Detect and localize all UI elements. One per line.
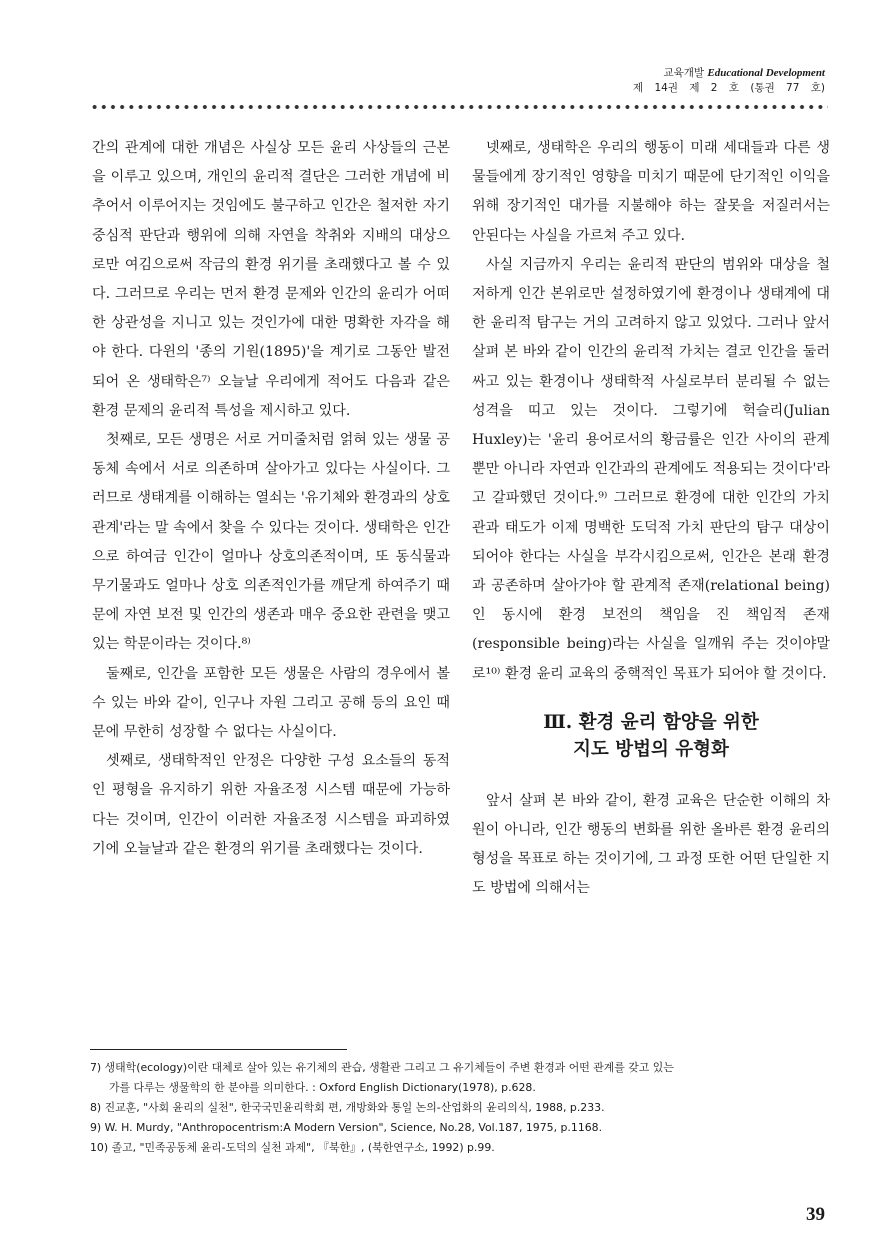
serial-number: (통권 77 호) bbox=[750, 82, 825, 94]
footnote-7-continued: 가를 다루는 생물학의 한 분야를 의미한다. : Oxford English Dictionary(1978), p.628. bbox=[109, 1081, 536, 1094]
journal-title-ko: 교육개발 bbox=[663, 67, 705, 79]
issue: 제 2 호 bbox=[689, 82, 739, 94]
section-heading bbox=[472, 709, 830, 763]
footnote-9: 9) W. H. Murdy, "Anthropocentrism:A Modern Version", Science, No.28, Vol.187, 1975, p.1168. bbox=[90, 1121, 603, 1134]
left-column bbox=[92, 134, 450, 864]
paragraph: 간의 관계에 대한 개념은 사실상 모든 윤리 사상들의 근본을 이루고 있으며, 개인의 윤리적 결단은 그러한 개념에 비추어서 이루어지는 것임에도 불구하고 인간은 철저한 자기중심적 판단과 행위에 의해 자연을 착취와 지배의 대상으로만 여김으로써 작금의 환경 위기를 초래했다고 볼 수 있다. 그러므로 우리는 먼저 환경 문제와 인간의 윤리가 어떠한 상관성을 지니고 있는 것인가에 대한 명확한 자각을 해야 한다. 다윈의 '종의 기원(1895)'을 계기로 그동안 발전되어 온 생태학은⁷⁾ 오늘날 우리에게 적어도 다음과 같은 환경 문제의 윤리적 특성을 제시하고 있다. bbox=[92, 140, 450, 419]
paragraph: 둘째로, 인간을 포함한 모든 생물은 사람의 경우에서 볼 수 있는 바와 같이, 인구나 자원 그리고 공해 등의 요인 때문에 무한히 성장할 수 없다는 사실이다. bbox=[92, 665, 450, 741]
volume: 제 14권 bbox=[632, 82, 678, 94]
journal-title-en: Educational Development bbox=[707, 67, 825, 79]
footnote-rule bbox=[90, 1049, 347, 1050]
right-column bbox=[472, 134, 830, 904]
running-header bbox=[633, 66, 825, 96]
paragraph: 첫째로, 모든 생명은 서로 거미줄처럼 얽혀 있는 생물 공동체 속에서 서로 의존하며 살아가고 있다는 사실이다. 그러므로 생태계를 이해하는 열쇠는 '유기체와 환경과의 상호 관계'라는 말 속에서 찾을 수 있다는 것이다. 생태학은 인간으로 하여금 인간이 얼마나 상호의존적이며, 또 동식물과 무기물과도 얼마나 상호 의존적인가를 깨닫게 하여주기 때문에 자연 보전 및 인간의 생존과 매우 중요한 관련을 맺고 있는 학문이라는 것이다.⁸⁾ bbox=[92, 432, 450, 653]
issue-info bbox=[633, 81, 825, 96]
footnotes bbox=[90, 1058, 830, 1158]
paragraph: 셋째로, 생태학적인 안정은 다양한 구성 요소들의 동적인 평형을 유지하기 위한 자율조정 시스템 때문에 가능하다는 것이며, 인간이 이러한 자율조정 시스템을 파괴하였기에 오늘날과 같은 환경의 위기를 초래했다는 것이다. bbox=[92, 753, 450, 857]
section-heading-line1: Ⅲ. 환경 윤리 함양을 위한 bbox=[543, 711, 759, 733]
footnote-7: 7) 생태학(ecology)이란 대체로 살아 있는 유기체의 관습, 생활관 그리고 그 유기체들이 주변 환경과 어떤 관계를 갖고 있는 bbox=[90, 1061, 674, 1074]
paragraph: 넷째로, 생태학은 우리의 행동이 미래 세대들과 다른 생물들에게 장기적인 영향을 미치기 때문에 단기적인 이익을 위해 장기적인 대가를 지불해야 하는 잘못을 저질러서는 안된다는 사실을 가르쳐 주고 있다. bbox=[472, 140, 830, 244]
dotted-header-rule bbox=[90, 104, 828, 110]
paragraph: 앞서 살펴 본 바와 같이, 환경 교육은 단순한 이해의 차원이 아니라, 인간 행동의 변화를 위한 올바른 환경 윤리의 형성을 목표로 하는 것이기에, 그 과정 또한 어떤 단일한 지도 방법에 의해서는 bbox=[472, 792, 830, 897]
section-heading-line2: 지도 방법의 유형화 bbox=[573, 738, 729, 760]
footnote-10: 10) 졸고, "민족공동체 윤리-도덕의 실천 과제", 『북한』, (북한연구소, 1992) p.99. bbox=[90, 1141, 495, 1154]
footnote-8: 8) 진교훈, "사회 윤리의 실천", 한국국민윤리학회 편, 개방화와 통일 논의-산업화의 윤리의식, 1988, p.233. bbox=[90, 1101, 605, 1114]
paragraph: 사실 지금까지 우리는 윤리적 판단의 범위와 대상을 철저하게 인간 본위로만 설정하였기에 환경이나 생태계에 대한 윤리적 탐구는 거의 고려하지 않고 있었다. 그러나 앞서 살펴 본 바와 같이 인간의 윤리적 가치는 결코 인간을 둘러싸고 있는 환경이나 생태학적 사실로부터 분리될 수 없는 성격을 띠고 있는 것이다. 그렇기에 헉슬리(Julian Huxley)는 '윤리 용어로서의 황금률은 인간 사이의 관계 뿐만 아니라 자연과 인간과의 관계에도 적용되는 것이다'라고 갈파했던 것이다.⁹⁾ 그러므로 환경에 대한 인간의 가치관과 태도가 이제 명백한 도덕적 가치 판단의 탐구 대상이 되어야 한다는 사실을 부각시킴으로써, 인간은 본래 환경과 공존하며 살아가야 할 관계적 존재(relational being)인 동시에 환경 보전의 책임을 진 책임적 존재(responsible being)라는 사실을 일깨워 주는 것이야말로¹⁰⁾ 환경 윤리 교육의 중핵적인 목표가 되어야 할 것이다. bbox=[472, 256, 830, 682]
page-number: 39 bbox=[806, 1204, 825, 1225]
journal-title bbox=[633, 66, 825, 81]
